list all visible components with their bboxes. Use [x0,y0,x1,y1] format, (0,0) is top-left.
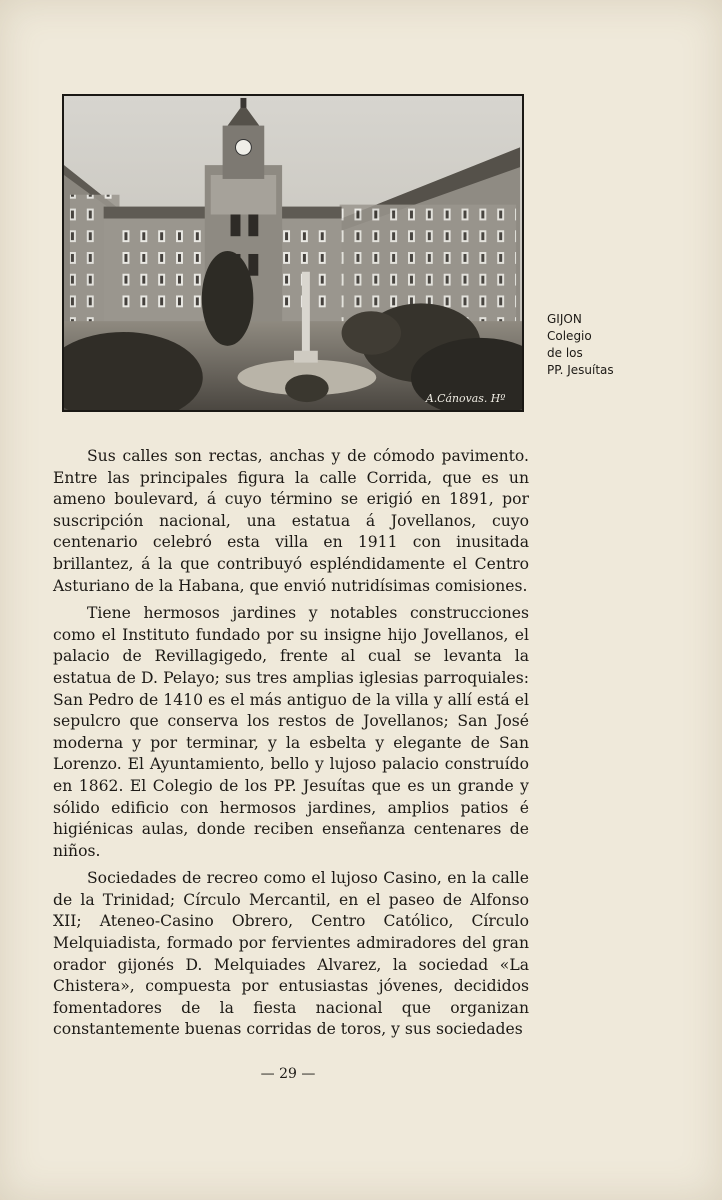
paragraph-3: Sociedades de recreo como el lujoso Casino, en la calle de la Trinidad; Círculo Mercantil, en el paseo de Alfonso XII; Ateneo-Casino Obrero, Centro Católico, Círculo Melquiadista, formado por fervientes admiradores del gran orador gijonés D. Melquiades Alvarez, la sociedad «La Chistera», compuesta por entusiastas jóvenes, decididos fomentadores de la fiesta nacional que organizan constantemente buenas corridas de toros, y sus sociedades [53,869,529,1039]
caption-line-3: de los [547,346,583,360]
caption-line-4: PP. Jesuítas [547,363,614,377]
body-text [53,446,529,1047]
caption-line-2: Colegio [547,329,592,343]
courtyard-photo-drawing [64,96,522,410]
photo-caption [547,311,614,379]
page-number: — 29 — [260,1066,316,1082]
caption-line-1: GIJON [547,312,582,326]
photo-signature: A.Cánovas. Hº [425,392,506,406]
paragraph-1: Sus calles son rectas, anchas y de cómodo pavimento. Entre las principales figura la calle Corrida, que es un ameno boulevard, á cuyo término se erigió en 1891, por suscripción nacional, una estatua á Jovellanos, cuyo centenario celebró esta villa en 1911 con inusitada brillantez, á la que contribuyó espléndidamente el Centro Asturiano de la Habana, que envió nutridísimas comisiones. [53,447,529,595]
courtyard-photo [62,94,524,412]
paragraph-2: Tiene hermosos jardines y notables construcciones como el Instituto fundado por su insigne hijo Jovellanos, el palacio de Revillagigedo, frente al cual se levanta la estatua de D. Pelayo; sus tres amplias iglesias parroquiales: San Pedro de 1410 es el más antiguo de la villa y allí está el sepulcro que conserva los restos de Jovellanos; San José moderna y por terminar, y la esbelta y elegante de San Lorenzo. El Ayuntamiento, bello y lujoso palacio construído en 1862. El Colegio de los PP. Jesuítas que es un grande y sólido edificio con hermosos jardines, amplios patios é higiénicas aulas, donde reciben enseñanza centenares de niños. [53,604,529,860]
